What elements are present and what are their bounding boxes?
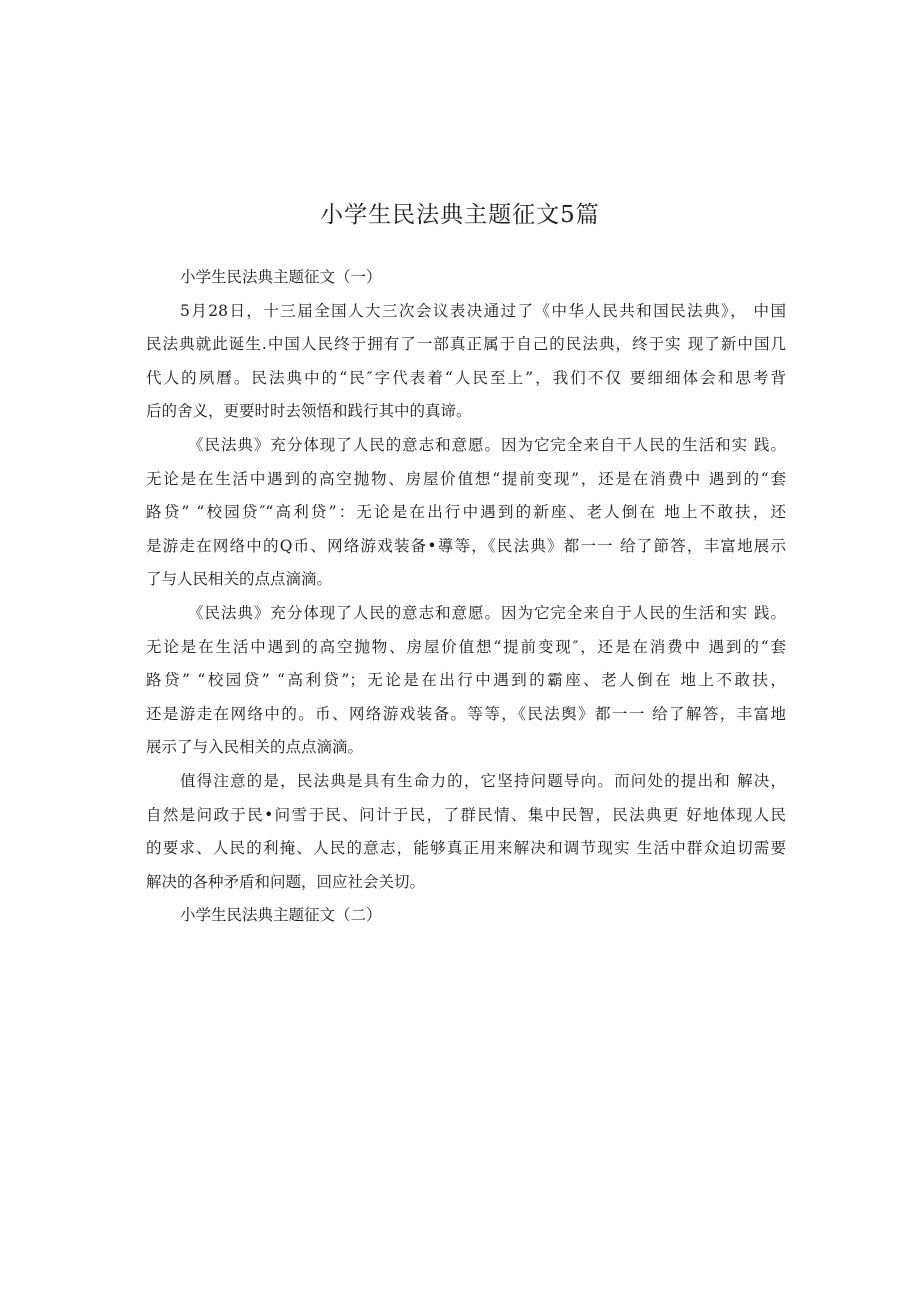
paragraph-line: 后的舍义，更要时时去领悟和践行其中的真谛。 xyxy=(146,402,472,421)
paragraph-line: 还是游走在网络中的。币、网络游戏装备。等等，《民法舆》都一一 给了解答，丰富地 xyxy=(146,704,786,723)
paragraph-line: 5月28日，十三届全国人大三次会议表决通过了《中华人民共和国民法典》， 中国 xyxy=(180,301,786,320)
section-heading-text: 小学生民法典主题征文（一） xyxy=(180,268,382,286)
paragraph-2 xyxy=(146,429,786,597)
paragraph-line: 民法典就此诞生.中国人民终于拥有了一部真正属于自己的民法典，终于实 现了新中国几 xyxy=(146,335,786,354)
paragraph-line: 《民法典》充分体现了人民的意志和意愿。因为它完全来自于人民的生活和实 践。 xyxy=(188,603,786,622)
paragraph-line: 无论是在生活中遇到的高空抛物、房屋价值想“提前变现”，还是在消费中 遇到的“套 xyxy=(146,469,786,488)
paragraph-line: 路贷” “校园贷″“高利贷”：无论是在出行中遇到的新座、老人倒在 地上不敢扶，还 xyxy=(146,503,786,522)
section-heading-2 xyxy=(146,899,786,933)
document-body xyxy=(146,261,786,933)
section-heading-text: 小学生民法典主题征文（二） xyxy=(180,906,382,925)
paragraph-line: 的要求、人民的利掩、人民的意志，能够真正用来解决和调节现实 生活中群众迫切需要 xyxy=(146,839,786,858)
paragraph-line: 了与人民相关的点点滴滴。 xyxy=(146,570,333,589)
paragraph-line: 代人的夙曆。民法典中的“民″字代表着“人民至上”，我们不仅 要细细体会和思考背 xyxy=(146,368,786,387)
paragraph-line: 无论是在生活中遇到的高空抛物、房屋价值想“提前变现″，还是在消费中 遇到的“套 xyxy=(146,637,786,656)
paragraph-3 xyxy=(146,597,786,765)
paragraph-line: 值得注意的是，民法典是具有生命力的，它坚持问题导向。而问处的提出和 解决， xyxy=(180,771,786,790)
paragraph-line: 展示了与入民相关的点点滴滴。 xyxy=(146,738,364,757)
paragraph-line: 解决的各种矛盾和问题，回应社会关切。 xyxy=(146,872,426,891)
section-heading-1 xyxy=(146,261,786,295)
paragraph-4 xyxy=(146,765,786,899)
paragraph-line: 是游走在网络中的Q币、网络游戏装备•導等，《民法典》都一一 给了節答，丰富地展示 xyxy=(146,536,786,555)
document-title: 小学生民法典主题征文5篇 xyxy=(320,202,600,228)
paragraph-line: 《民法典》充分体现了人民的意志和意愿。因为它完全来自干人民的生活和实 践。 xyxy=(188,435,786,454)
paragraph-line: 路贷” “校园贷” “高利贷”；无论是在出行中遇到的霸座、老人倒在 地上不敢扶， xyxy=(146,671,786,690)
paragraph-line: 自然是问政于民•问雪于民、问计于民，了群民情、集中民智，民法典更 好地体现人民 xyxy=(146,805,786,824)
paragraph-1 xyxy=(146,295,786,429)
